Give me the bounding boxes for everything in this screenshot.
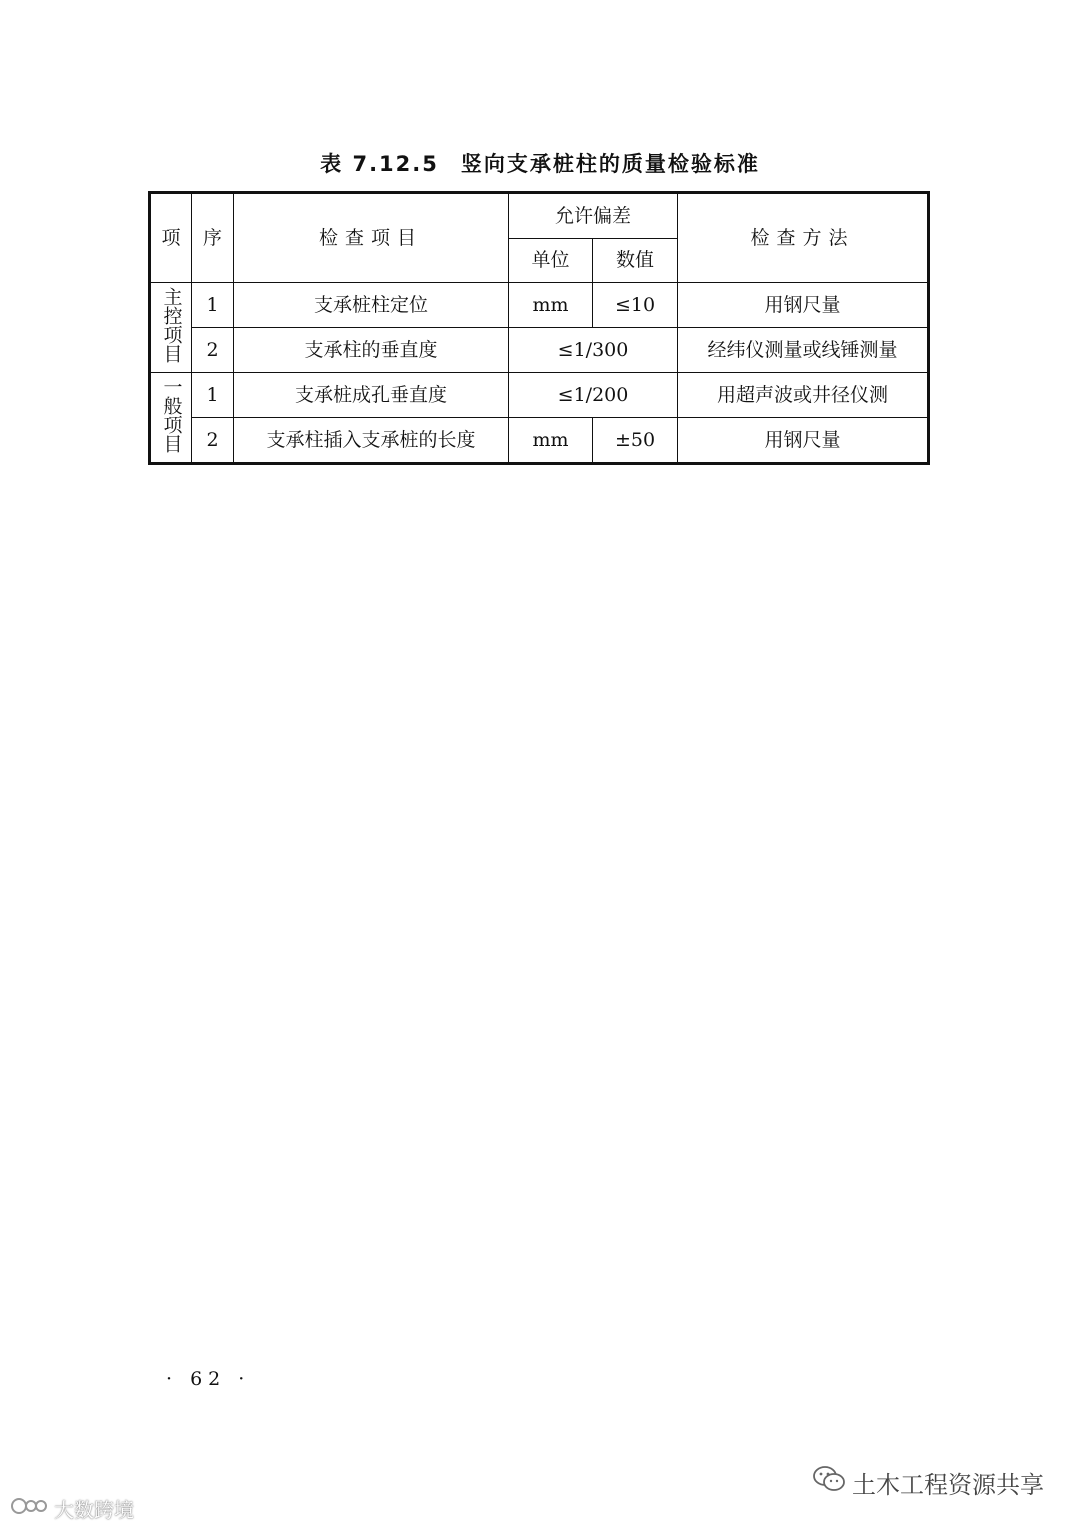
group-name: 主控项目 [160,286,183,363]
wechat-icon [812,1464,846,1500]
header-unit: 单位 [509,239,593,283]
cell-item: 支承桩成孔垂直度 [234,373,509,418]
table-caption: 竖向支承桩柱的质量检验标准 [460,152,760,176]
cell-item: 支承柱插入支承桩的长度 [234,418,509,464]
header-seq: 序 [192,193,234,283]
group-label-general [150,373,192,464]
quality-inspection-table [148,191,930,465]
cell-method: 用超声波或井径仪测 [678,373,929,418]
cell-seq: 1 [192,283,234,328]
cell-unit: mm [509,418,593,464]
page-number: · 62 · [166,1368,251,1390]
cell-seq: 1 [192,373,234,418]
table-number: 表 7.12.5 [320,152,439,176]
cell-method: 经纬仪测量或线锤测量 [678,328,929,373]
brand-logo-icon [10,1494,50,1523]
cell-item: 支承桩柱定位 [234,283,509,328]
table-title [0,148,1080,178]
cell-item: 支承柱的垂直度 [234,328,509,373]
cell-tolerance: ≤1/300 [509,328,678,373]
group-name: 一般项目 [160,376,183,453]
watermark-left [10,1494,134,1523]
watermark-right-text: 土木工程资源共享 [852,1470,1044,1499]
table-row [150,283,929,328]
header-method: 检查方法 [678,193,929,283]
cell-tolerance: ≤1/200 [509,373,678,418]
header-tolerance: 允许偏差 [509,193,678,239]
watermark-right [812,1464,1044,1500]
header-item: 检查项目 [234,193,509,283]
cell-value: ≤10 [593,283,678,328]
cell-unit: mm [509,283,593,328]
header-row-1 [150,193,929,239]
watermark-left-text: 大数跨境 [54,1498,134,1522]
cell-value: ±50 [593,418,678,464]
cell-seq: 2 [192,418,234,464]
table-row [150,373,929,418]
header-value: 数值 [593,239,678,283]
cell-method: 用钢尺量 [678,418,929,464]
header-category: 项 [150,193,192,283]
table-row [150,328,929,373]
group-label-main-control [150,283,192,373]
cell-seq: 2 [192,328,234,373]
cell-method: 用钢尺量 [678,283,929,328]
table-row [150,418,929,464]
